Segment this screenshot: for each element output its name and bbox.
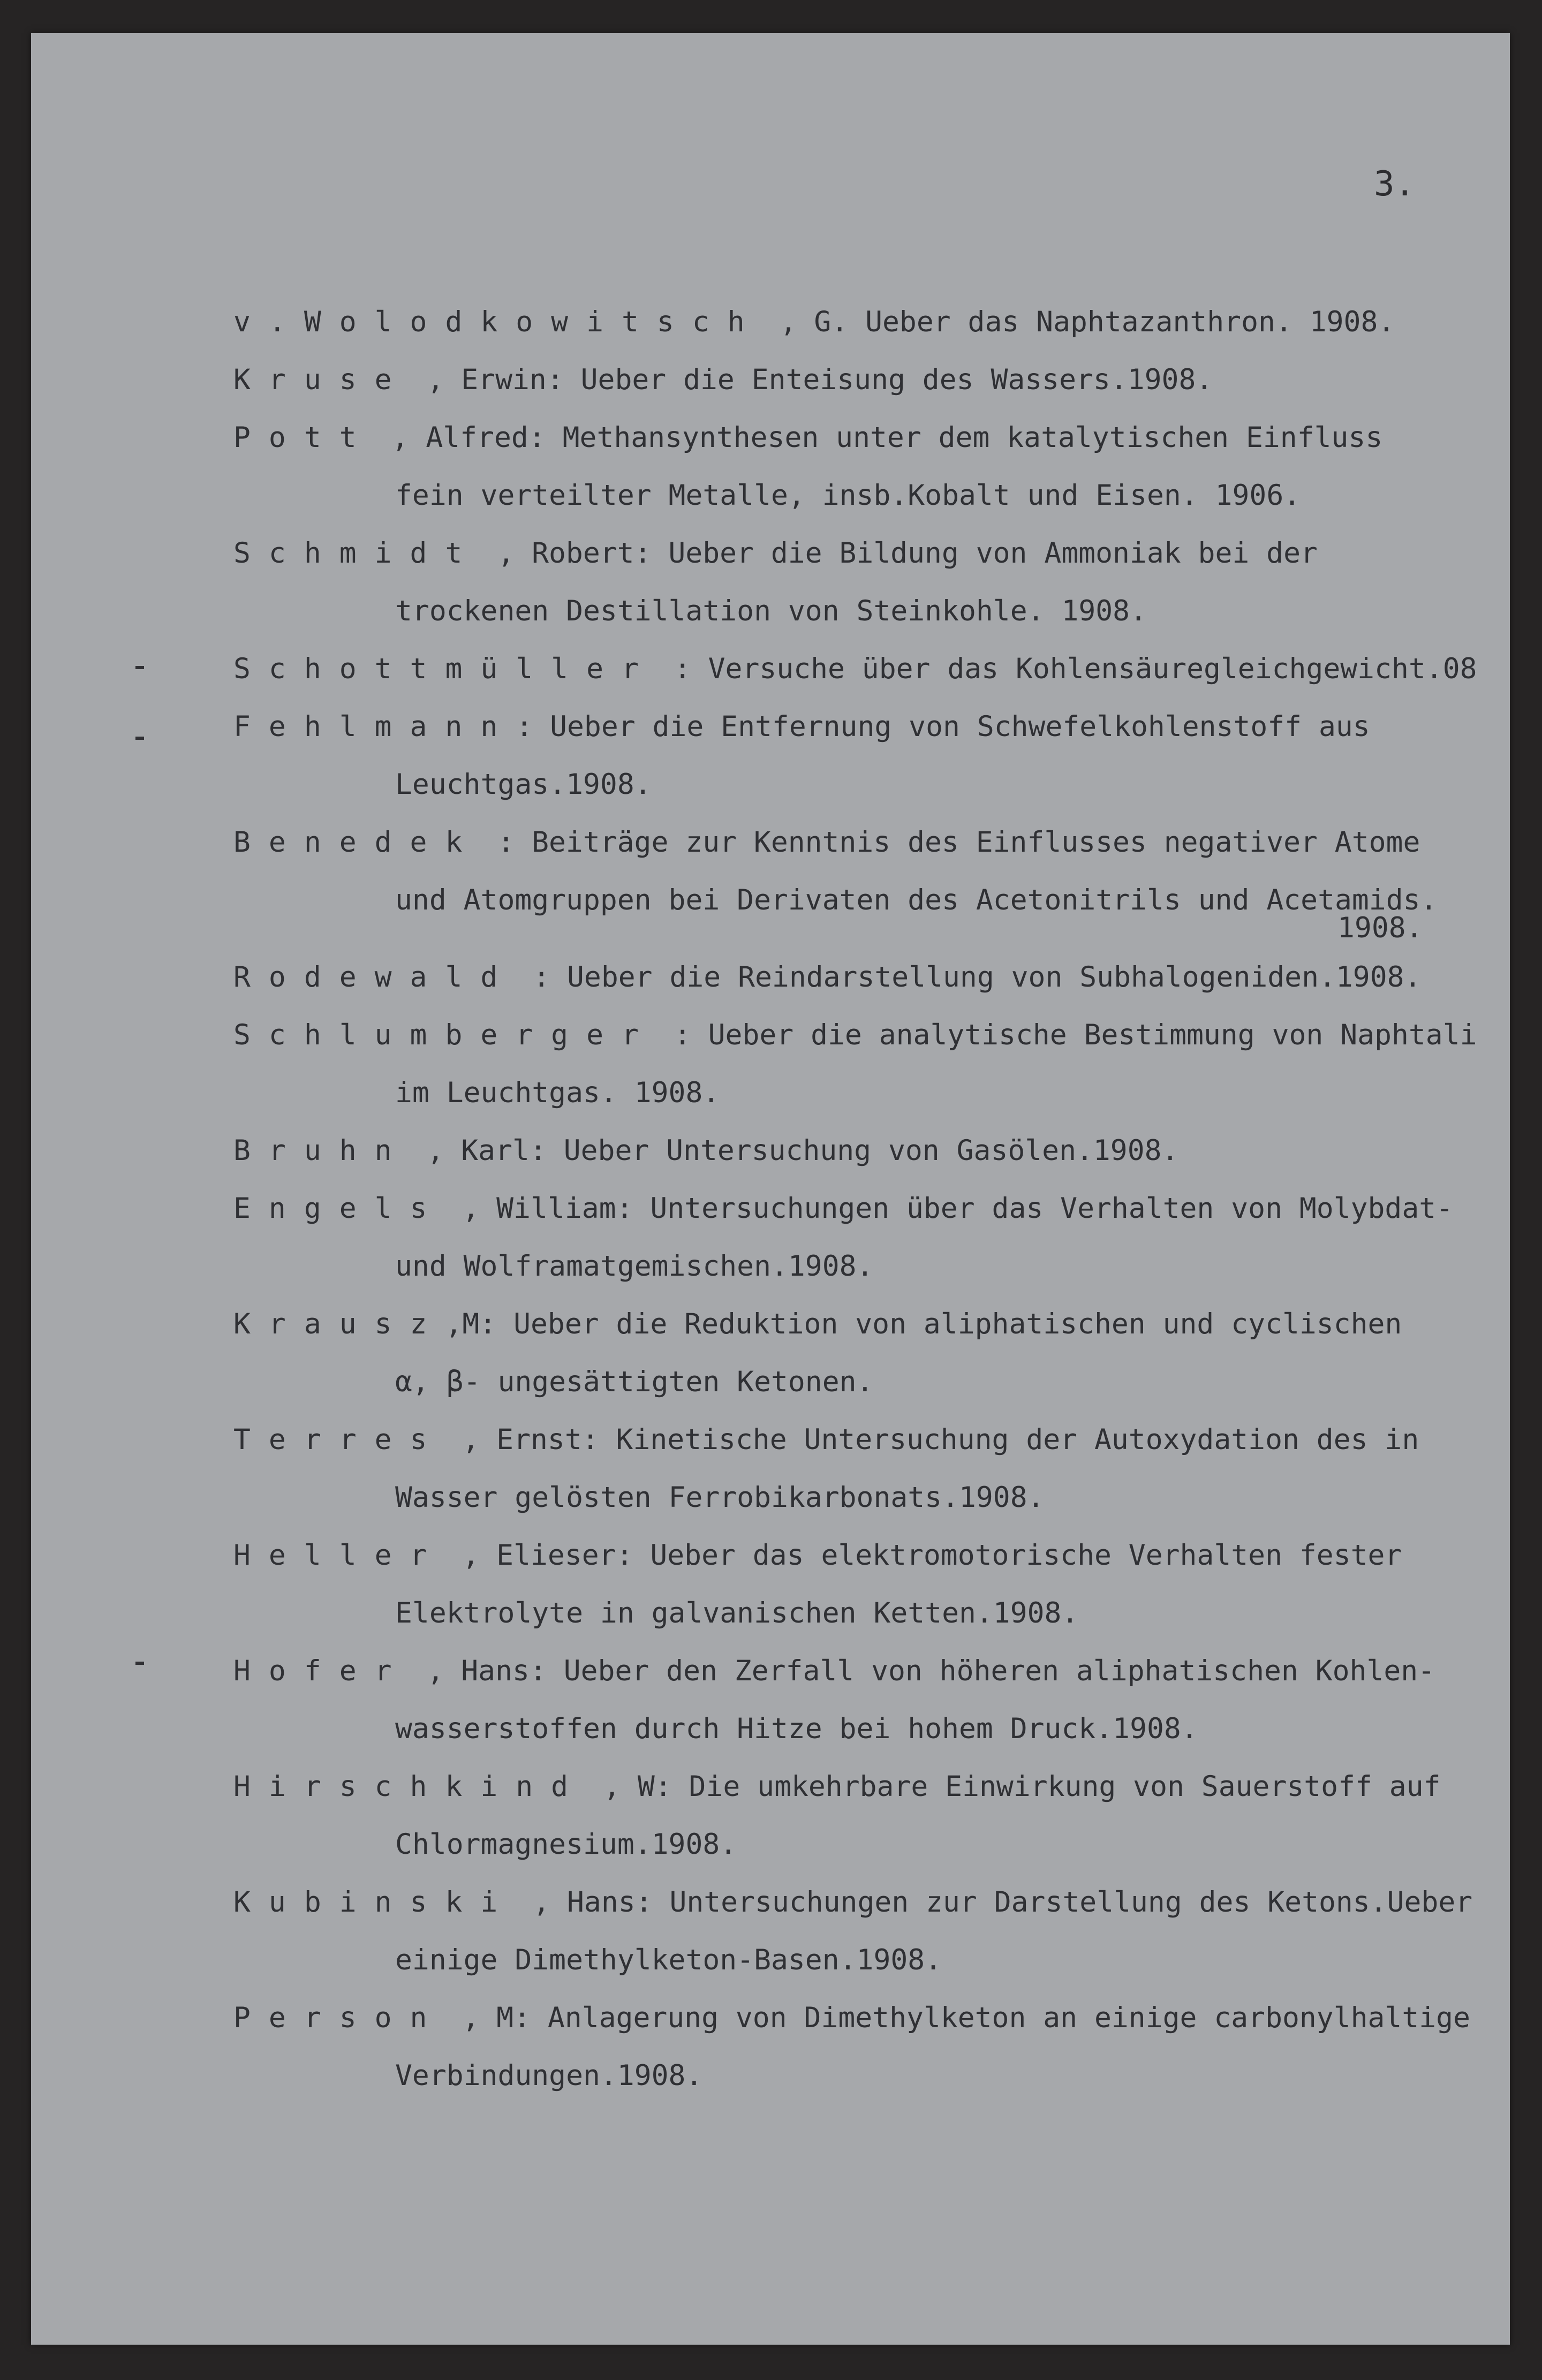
entry-first-line [233, 1135, 1178, 1167]
entry-author: Schottmüller [233, 653, 657, 685]
entry-first-line [233, 1019, 1477, 1051]
entry-author: Kruse [233, 363, 410, 396]
entry-title: : Ueber die Entfernung von Schwefelkohlenstoff aus [516, 710, 1370, 743]
entry-title: , Alfred: Methansynthesen unter dem katalytischen Einfluss [374, 421, 1383, 454]
entry-title: , Karl: Ueber Untersuchung von Gasölen.1908. [410, 1134, 1179, 1167]
entry-first-line [233, 1193, 1453, 1225]
entry-first-line [233, 961, 1421, 994]
entry-continuation-line: fein verteilter Metalle, insb.Kobalt und Eisen. 1906. [395, 479, 1301, 512]
entry-continuation-line: und Atomgruppen bei Derivaten des Acetonitrils und Acetamids. [395, 884, 1438, 916]
entry-title: , William: Untersuchungen über das Verhalten von Molybdat- [445, 1192, 1454, 1225]
entry-continuation-line: trockenen Destillation von Steinkohle. 1908. [395, 595, 1147, 627]
entry-first-line [233, 364, 1213, 396]
entry-first-line [233, 1424, 1419, 1456]
entry-title: , Elieser: Ueber das elektromotorische Verhalten fester [445, 1539, 1402, 1572]
entry-author: Heller [233, 1539, 445, 1572]
page-number: 3. [1374, 164, 1416, 204]
entry-author: Fehlmann [233, 710, 516, 743]
entry-title: , Hans: Ueber den Zerfall von höheren aliphatischen Kohlen- [410, 1655, 1435, 1687]
entry-author: Kubinski [233, 1886, 516, 1919]
entry-first-line [233, 653, 1477, 685]
entry-first-line [233, 1308, 1402, 1340]
margin-mark [135, 666, 144, 669]
entry-first-line [233, 1655, 1435, 1687]
document-page [31, 33, 1510, 2345]
entry-first-line [233, 1886, 1472, 1919]
entry-continuation-line: Wasser gelösten Ferrobikarbonats.1908. [395, 1481, 1045, 1514]
entry-first-line [233, 422, 1382, 454]
entry-first-line [233, 537, 1318, 570]
entry-author: Hofer [233, 1655, 410, 1687]
entry-author: Krausz [233, 1308, 445, 1340]
entry-title: , Erwin: Ueber die Enteisung des Wassers.1908. [410, 363, 1213, 396]
entry-title: ,M: Ueber die Reduktion von aliphatischen und cyclischen [445, 1308, 1402, 1340]
entry-first-line [233, 306, 1395, 338]
entry-author: Schmidt [233, 537, 481, 570]
entry-continuation-line: einige Dimethylketon-Basen.1908. [395, 1944, 942, 1976]
entry-title: , W: Die umkehrbare Einwirkung von Sauerstoff auf [586, 1770, 1441, 1803]
entry-first-line [233, 1771, 1441, 1803]
entry-author: Benedek [233, 826, 481, 859]
entry-author: Person [233, 2002, 445, 2034]
margin-mark [135, 1662, 144, 1665]
entry-continuation-line: Chlormagnesium.1908. [395, 1828, 737, 1861]
entry-title: : Ueber die Reindarstellung von Subhalogeniden.1908. [516, 961, 1422, 994]
entry-author: v.Wolodkowitsch [233, 306, 763, 338]
entry-author: Pott [233, 421, 375, 454]
entry-title: , Hans: Untersuchungen zur Darstellung des Ketons.Ueber [516, 1886, 1473, 1919]
entry-continuation-line: und Wolframatgemischen.1908. [395, 1250, 874, 1283]
entry-continuation-line: Leuchtgas.1908. [395, 768, 652, 801]
entry-title: : Versuche über das Kohlensäuregleichgewicht.08 [656, 653, 1477, 685]
entry-title: , Robert: Ueber die Bildung von Ammoniak bei der [480, 537, 1318, 570]
entry-first-line [233, 711, 1370, 743]
entry-author: Hirschkind [233, 1770, 587, 1803]
entry-first-line [233, 1540, 1402, 1572]
entry-author: Engels [233, 1192, 445, 1225]
entry-continuation-line: 1908. [1337, 912, 1423, 944]
entry-continuation-line: im Leuchtgas. 1908. [395, 1077, 720, 1109]
entry-author: Bruhn [233, 1134, 410, 1167]
entry-first-line [233, 2002, 1470, 2034]
entry-continuation-line: Verbindungen.1908. [395, 2059, 703, 2092]
entry-author: Terres [233, 1423, 445, 1456]
entry-author: Rodewald [233, 961, 516, 994]
entry-title: , Ernst: Kinetische Untersuchung der Autoxydation des in [445, 1423, 1419, 1456]
entry-title: , G. Ueber das Naphtazanthron. 1908. [762, 306, 1395, 338]
entry-first-line [233, 827, 1420, 859]
entry-continuation-line: α, β- ungesättigten Ketonen. [395, 1366, 874, 1398]
entry-title: , M: Anlagerung von Dimethylketon an einige carbonylhaltige [445, 2002, 1470, 2034]
margin-mark [135, 737, 144, 740]
entry-title: : Beiträge zur Kenntnis des Einflusses negativer Atome [480, 826, 1420, 859]
entry-author: Schlumberger [233, 1019, 657, 1051]
entry-continuation-line: Elektrolyte in galvanischen Ketten.1908. [395, 1597, 1079, 1629]
entry-title: : Ueber die analytische Bestimmung von Naphtali [656, 1019, 1477, 1051]
entry-continuation-line: wasserstoffen durch Hitze bei hohem Druck.1908. [395, 1712, 1198, 1745]
